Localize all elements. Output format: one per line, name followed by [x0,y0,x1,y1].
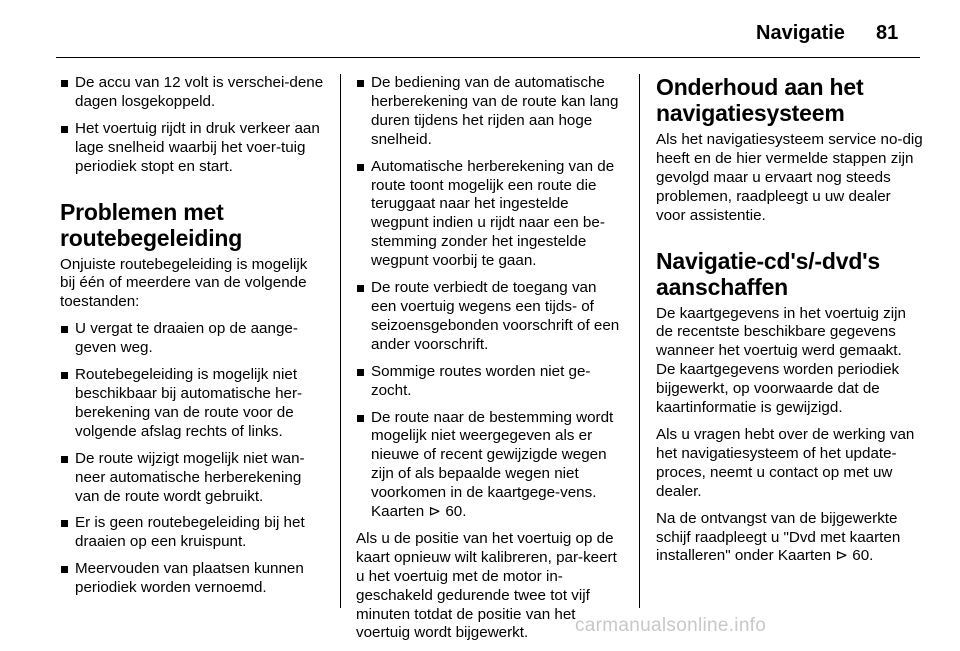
paragraph: Onjuiste routebegeleiding is mogelijk bij één of meerdere van de volgende toestanden: [60,255,308,311]
paragraph: Als u de positie van het voertuig op de kaart opnieuw wilt kalibreren, par-keert u het voertuig met de motor in-geschakeld gedurende twee tot vijf minuten totdat de positie van het voertuig wordt bijgewerkt. [356,529,617,642]
column-divider [340,74,341,608]
bullet-list [356,74,624,522]
page-header [0,0,960,58]
section-heading: Problemen met routebegeleiding [60,198,243,251]
watermark: carmanualsonline.info [575,615,767,636]
header-divider [56,57,920,58]
list-item: De route wijzigt mogelijk niet wan-neer automatische herberekening van de route wordt gebruikt. [60,450,326,507]
middle-column [356,74,624,651]
paragraph: De kaartgegevens in het voertuig zijn de recentste beschikbare gegevens wanneer het voertuig werd gemaakt. De kaartgegevens worden periodiek bijgewerkt, op voorwaarde dat de kaartinformatie is gewijzigd. [656,304,906,417]
paragraph: Als u vragen hebt over de werking van het navigatiesysteem of het update-proces, neemt u contact op met uw dealer. [656,425,915,500]
left-column [60,74,326,606]
list-item: Meervouden van plaatsen kunnen periodiek worden vernoemd. [60,560,326,598]
list-item: De route verbiedt de toegang van een voertuig wegens een tijds- of seizoensgebonden voorschrift of een ander voorschrift. [356,279,624,355]
list-item: Automatische herberekening van de route toont mogelijk een route die teruggaat naar het ingestelde wegpunt indien u rijdt naar een be-stemming zonder het ingestelde wegpunt voorbij te gaan. [356,158,624,271]
column-divider [639,74,640,608]
list-item: De bediening van de automatische herberekening van de route kan lang duren tijdens het rijden aan hoge snelheid. [356,74,624,150]
section-title: Navigatie [756,22,845,44]
list-item: U vergat te draaien op de aange-geven weg. [60,320,326,358]
list-item: De route naar de bestemming wordt mogelijk niet weergegeven als er nieuwe of recent gewijzigde wegen zijn of als bepaalde wegen niet voorkomen in de kaartgege-vens. Kaarten ⊳ 60. [356,409,624,522]
section-heading: Navigatie-cd's/-dvd's aanschaffen [656,247,881,300]
bullet-list [60,74,326,177]
list-item: De accu van 12 volt is verschei-dene dagen losgekoppeld. [60,74,326,112]
page-number: 81 [876,22,899,44]
bullet-list [60,320,326,598]
list-item: Het voertuig rijdt in druk verkeer aan lage snelheid waarbij het voer-tuig periodiek stopt en start. [60,120,326,177]
right-column [656,74,924,574]
list-item: Routebegeleiding is mogelijk niet beschikbaar bij automatische her-berekening van de route voor de volgende afslag rechts of links. [60,366,326,442]
paragraph: Als het navigatiesysteem service no-dig heeft en de hier vermelde stappen zijn gevolgd maar u ervaart nog steeds problemen, raadpleegt u uw dealer voor assistentie. [656,131,923,224]
paragraph: Na de ontvangst van de bijgewerkte schijf raadpleegt u "Dvd met kaarten installeren" onder Kaarten ⊳ 60. [656,509,901,565]
section-heading: Onderhoud aan het navigatiesysteem [656,74,864,126]
list-item: Sommige routes worden niet ge-zocht. [356,363,624,401]
list-item: Er is geen routebegeleiding bij het draaien op een kruispunt. [60,514,326,552]
